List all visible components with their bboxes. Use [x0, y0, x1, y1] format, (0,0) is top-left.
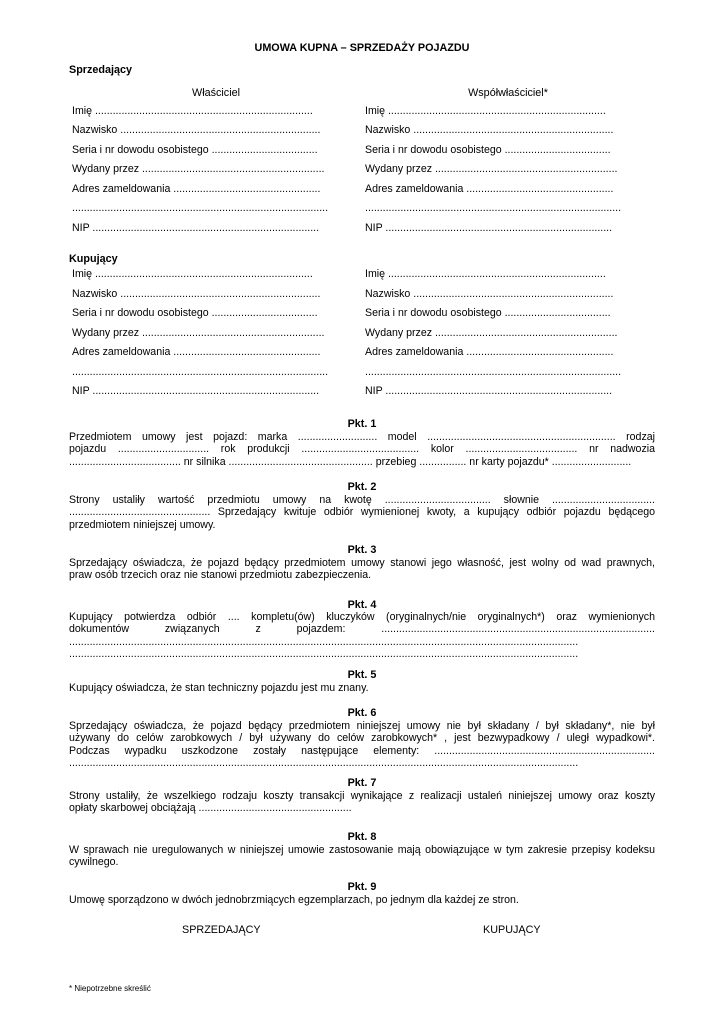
point-7-title: Pkt. 7 — [347, 777, 377, 789]
buyer-signature-label: KUPUJĄCY — [483, 924, 541, 936]
seller-owner-address-line2-field[interactable]: ....................................................................................... — [72, 202, 328, 214]
point-9-body — [69, 894, 655, 906]
seller-signature-label: SPRZEDAJĄCY — [182, 924, 261, 936]
buyer-coowner-last-name-field[interactable]: Nazwisko .................................................................... — [365, 288, 614, 300]
seller-owner-issued-by-field[interactable]: Wydany przez .............................................................. — [72, 163, 325, 175]
point-1-body — [69, 431, 655, 468]
seller-coowner-address-line2-field[interactable]: ....................................................................................... — [365, 202, 621, 214]
point-8-line: cywilnego. — [69, 856, 119, 869]
document-title: UMOWA KUPNA – SPRZEDAŻY POJAZDU — [254, 42, 470, 54]
point-4-line[interactable]: dokumentów związanych z pojazdem: ............................................................................................. — [69, 623, 655, 636]
point-2-title: Pkt. 2 — [347, 481, 377, 493]
point-3-line: praw osób trzecich oraz nie stanowi przedmiotu zabezpieczenia. — [69, 569, 372, 582]
buyer-owner-first-name-field[interactable]: Imię .......................................................................... — [72, 268, 313, 280]
point-5-title: Pkt. 5 — [347, 669, 377, 681]
point-2-body — [69, 494, 655, 531]
point-6-line: używany do celów zarobkowych / był używany do celów zarobkowych* , jest bezwypadkowy / uległ wypadkowi*. — [69, 732, 655, 745]
point-7-line[interactable]: opłaty skarbowej obciążają .................................................... — [69, 802, 352, 815]
seller-section-label: Sprzedający — [69, 64, 133, 76]
coowner-column-heading: Współwłaściciel* — [468, 87, 548, 99]
buyer-coowner-nip-field[interactable]: NIP ............................................................................. — [365, 385, 613, 397]
buyer-owner-last-name-field[interactable]: Nazwisko .................................................................... — [72, 288, 321, 300]
seller-coowner-issued-by-field[interactable]: Wydany przez .............................................................. — [365, 163, 618, 175]
buyer-owner-address-field[interactable]: Adres zameldowania .................................................. — [72, 346, 321, 358]
point-2-line[interactable]: ................................................ Sprzedający kwituje odbiór wymienionej kwoty, a kupujący odbiór pojazdu będącego — [69, 506, 655, 519]
point-4-title: Pkt. 4 — [347, 599, 377, 611]
point-1-line[interactable]: ...................................... nr silnika ................................................. przebieg ................ nr karty pojazdu* ........................... — [69, 455, 632, 468]
point-6-title: Pkt. 6 — [347, 707, 377, 719]
buyer-coowner-address-line2-field[interactable]: ....................................................................................... — [365, 366, 621, 378]
point-1-title: Pkt. 1 — [347, 418, 377, 430]
seller-coowner-first-name-field[interactable]: Imię .......................................................................... — [365, 105, 606, 117]
seller-owner-nip-field[interactable]: NIP ............................................................................. — [72, 222, 320, 234]
point-4-line[interactable]: ............................................................................................................................................................................. — [69, 648, 579, 661]
buyer-coowner-first-name-field[interactable]: Imię .......................................................................... — [365, 268, 606, 280]
seller-owner-address-field[interactable]: Adres zameldowania .................................................. — [72, 183, 321, 195]
point-3-title: Pkt. 3 — [347, 544, 377, 556]
point-5-line: Kupujący oświadcza, że stan techniczny pojazdu jest mu znany. — [69, 682, 369, 694]
point-8-line: W sprawach nie uregulowanych w niniejszej umowie zastosowanie mają obowiązujące w tym zakresie przepisy kodeksu — [69, 844, 655, 856]
seller-coowner-nip-field[interactable]: NIP ............................................................................. — [365, 222, 613, 234]
point-6-body — [69, 720, 655, 770]
point-6-line: Sprzedający oświadcza, że pojazd będący przedmiotem niniejszej umowy nie był składany / był składany*, nie był — [69, 720, 655, 732]
seller-coowner-last-name-field[interactable]: Nazwisko .................................................................... — [365, 124, 614, 136]
point-6-line[interactable]: ............................................................................................................................................................................. — [69, 757, 579, 770]
buyer-owner-issued-by-field[interactable]: Wydany przez .............................................................. — [72, 327, 325, 339]
point-4-body — [69, 611, 655, 661]
buyer-coowner-issued-by-field[interactable]: Wydany przez .............................................................. — [365, 327, 618, 339]
point-1-line[interactable]: Przedmiotem umowy jest pojazd: marka ........................... model ................................................................ rodzaj — [69, 431, 655, 443]
buyer-owner-address-line2-field[interactable]: ....................................................................................... — [72, 366, 328, 378]
buyer-owner-id-number-field[interactable]: Seria i nr dowodu osobistego .................................... — [72, 307, 318, 319]
buyer-coowner-id-number-field[interactable]: Seria i nr dowodu osobistego .................................... — [365, 307, 611, 319]
point-8-title: Pkt. 8 — [347, 831, 377, 843]
point-3-line: Sprzedający oświadcza, że pojazd będący przedmiotem umowy stanowi jego własność, jest wolny od wad prawnych, — [69, 557, 655, 569]
point-6-line[interactable]: Podczas wypadku uszkodzone zostały następujące elementy: ........................................................................... — [69, 744, 655, 757]
point-1-line[interactable]: pojazdu ............................... rok produkcji ........................................ kolor ...................................... nr nadwozia — [69, 443, 655, 456]
point-3-body — [69, 557, 655, 582]
point-8-body — [69, 844, 655, 869]
point-7-body — [69, 790, 655, 815]
point-5-body — [69, 682, 655, 694]
buyer-section-label: Kupujący — [69, 253, 118, 265]
seller-owner-first-name-field[interactable]: Imię .......................................................................... — [72, 105, 313, 117]
point-2-line[interactable]: Strony ustaliły wartość przedmiotu umowy na kwotę .................................... słownie ................................... — [69, 494, 655, 506]
buyer-owner-nip-field[interactable]: NIP ............................................................................. — [72, 385, 320, 397]
seller-coowner-id-number-field[interactable]: Seria i nr dowodu osobistego .................................... — [365, 144, 611, 156]
point-2-line: przedmiotem niniejszej umowy. — [69, 518, 216, 531]
footnote: * Niepotrzebne skreślić — [69, 984, 151, 993]
point-4-line[interactable]: ............................................................................................................................................................................. — [69, 635, 579, 648]
owner-column-heading: Właściciel — [192, 87, 240, 99]
seller-coowner-address-field[interactable]: Adres zameldowania .................................................. — [365, 183, 614, 195]
seller-owner-id-number-field[interactable]: Seria i nr dowodu osobistego .................................... — [72, 144, 318, 156]
seller-owner-last-name-field[interactable]: Nazwisko .................................................................... — [72, 124, 321, 136]
buyer-coowner-address-field[interactable]: Adres zameldowania .................................................. — [365, 346, 614, 358]
point-4-line[interactable]: Kupujący potwierdza odbiór .... kompletu(ów) kluczyków (oryginalnych/nie oryginalnych*) oraz wymienionych — [69, 611, 655, 623]
point-9-title: Pkt. 9 — [347, 881, 377, 893]
point-7-line: Strony ustaliły, że wszelkiego rodzaju koszty transakcji wynikające z realizacji ustaleń niniejszej umowy oraz koszty — [69, 790, 655, 802]
point-9-line: Umowę sporządzono w dwóch jednobrzmiących egzemplarzach, po jednym dla każdej ze stron. — [69, 894, 519, 906]
